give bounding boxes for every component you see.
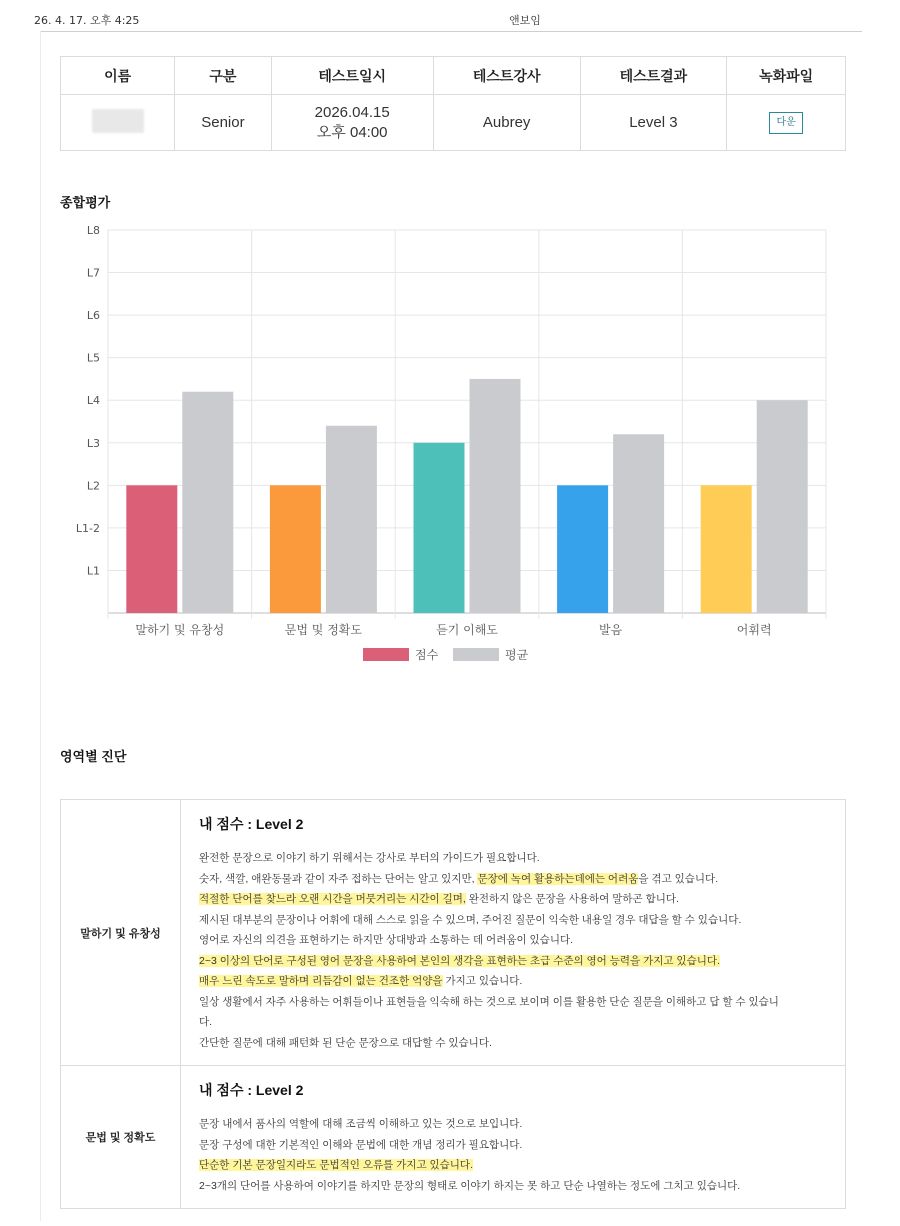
text-segment: 다. [199, 1016, 213, 1028]
cell-name [61, 95, 175, 151]
header-test-date: 테스트일시 [271, 57, 433, 95]
y-tick-label: L7 [86, 266, 100, 280]
test-info-row [61, 95, 846, 151]
diagnosis-line [199, 1135, 827, 1156]
diagnosis-line [199, 1114, 827, 1135]
test-time: 오후 04:00 [316, 123, 388, 141]
header-division: 구분 [175, 57, 271, 95]
diagnosis-area-label: 문법 및 정확도 [61, 1066, 181, 1209]
diagnosis-lines [199, 848, 827, 1053]
average-bar [613, 434, 664, 613]
test-info-header-row [61, 57, 846, 95]
y-tick-label: L5 [86, 351, 100, 365]
average-bar [182, 392, 233, 613]
diagnosis-line [199, 848, 827, 869]
diagnosis-line [199, 951, 827, 972]
diagnosis-row [61, 1066, 846, 1209]
diagnosis-line [199, 1012, 827, 1033]
diagnosis-title: 영역별 진단 [60, 749, 127, 764]
highlighted-text: 적절한 단어를 찾느라 오랜 시간을 머뭇거리는 시간이 길며, [199, 893, 466, 905]
header-name: 이름 [61, 57, 175, 95]
average-bar [757, 400, 808, 613]
legend-label-score: 점수 [415, 648, 439, 662]
highlighted-text: 2~3 이상의 단어로 구성된 영어 문장을 사용하여 본인의 생각을 표현하는 초급 수준의 영어 능력을 가지고 있습니다. [199, 954, 720, 967]
test-date: 2026.04.15 [314, 103, 390, 121]
text-segment: 일상 생활에서 자주 사용하는 어휘들이나 표현들을 익숙해 하는 것으로 보이며 이를 활용한 단순 질문을 이해하고 답 할 수 있습니 [199, 995, 779, 1008]
text-segment: 간단한 질문에 대해 패턴화 된 단순 문장으로 대답할 수 있습니다. [199, 1036, 492, 1049]
overall-bar-chart [60, 218, 846, 678]
diagnosis-area-label: 말하기 및 유창성 [61, 800, 181, 1066]
diagnosis-line [199, 1155, 827, 1176]
score-bar [557, 485, 608, 613]
diagnosis-content [181, 800, 846, 1066]
text-segment: 문장 구성에 대한 기본적인 이해와 문법에 대한 개념 정리가 필요합니다. [199, 1138, 523, 1151]
text-segment: 문장 내에서 품사의 역할에 대해 조금씩 이해하고 있는 것으로 보입니다. [199, 1118, 523, 1130]
text-segment: 완전한 문장으로 이야기 하기 위해서는 강사로 부터의 가이드가 필요합니다. [199, 852, 540, 864]
diagnosis-line [199, 889, 827, 910]
text-segment: 2~3개의 단어를 사용하여 이야기를 하지만 문장의 형태로 이야기 하지는 못 하고 단순 나열하는 정도에 그치고 있습니다. [199, 1179, 741, 1192]
download-button[interactable]: 다운 [769, 112, 802, 134]
highlighted-text: 단순한 기본 문장일지라도 문법적인 오류를 가지고 있습니다. [199, 1159, 473, 1171]
print-datetime: 26. 4. 17. 오후 4:25 [34, 14, 140, 27]
x-tick-label: 발음 [599, 623, 623, 637]
cell-instructor: Aubrey [433, 95, 580, 151]
diagnosis-score: 내 점수 : Level 2 [199, 816, 304, 832]
diagnosis-line [199, 1176, 827, 1197]
diagnosis-line [199, 910, 827, 931]
text-segment: 을 겪고 있습니다. [638, 872, 719, 885]
cell-recording [727, 95, 846, 151]
y-tick-label: L8 [86, 224, 100, 237]
y-tick-label: L2 [86, 479, 100, 493]
redacted-name [92, 109, 144, 133]
y-tick-label: L3 [86, 436, 100, 450]
y-tick-label: L4 [86, 394, 100, 408]
legend-label-average: 평균 [505, 648, 529, 662]
page-left-border [40, 31, 41, 1221]
highlighted-text: 매우 느린 속도로 말하며 리듬감이 없는 건조한 억양을 [199, 975, 443, 987]
diagnosis-line [199, 930, 827, 951]
score-bar [270, 485, 321, 613]
text-segment: 영어로 자신의 의견을 표현하기는 하지만 상대방과 소통하는 데 어려움이 있습니다. [199, 934, 574, 946]
text-segment: 가지고 있습니다. [442, 975, 523, 987]
diagnosis-line [199, 869, 827, 890]
diagnosis-content [181, 1066, 846, 1209]
header-result: 테스트결과 [580, 57, 727, 95]
diagnosis-lines [199, 1114, 827, 1196]
text-segment: 제시된 대부분의 문장이나 어휘에 대해 스스로 읽을 수 있으며, 주어진 질문이 익숙한 내용일 경우 대답을 할 수 있습니다. [199, 913, 742, 926]
score-bar [414, 443, 465, 613]
header-instructor: 테스트강사 [433, 57, 580, 95]
overall-title: 종합평가 [60, 195, 111, 210]
highlighted-text: 문장에 녹여 활용하는데에는 어려움 [477, 872, 639, 885]
score-bar [701, 485, 752, 613]
y-tick-label: L6 [86, 309, 100, 323]
x-tick-label: 문법 및 정확도 [284, 623, 362, 637]
score-bar [126, 485, 177, 613]
x-tick-label: 말하기 및 유창성 [135, 623, 225, 637]
diagnosis-line [199, 1033, 827, 1054]
diagnosis-score: 내 점수 : Level 2 [199, 1082, 304, 1098]
y-tick-label: L1-2 [75, 521, 100, 535]
print-site-name: 앤보임 [509, 14, 541, 27]
x-tick-label: 어휘력 [736, 623, 772, 637]
diagnosis-row [61, 800, 846, 1066]
legend-swatch-average [453, 648, 499, 661]
cell-result: Level 3 [580, 95, 727, 151]
header-divider [40, 31, 862, 32]
x-tick-label: 듣기 이해도 [436, 623, 498, 637]
average-bar [470, 379, 521, 613]
y-tick-label: L1 [86, 564, 100, 578]
test-info-table [60, 56, 846, 151]
cell-test-date [271, 95, 433, 151]
text-segment: 숫자, 색깔, 애완동물과 같이 자주 접하는 단어는 알고 있지만, [199, 872, 478, 885]
text-segment: 완전하지 않은 문장을 사용하여 말하곤 합니다. [465, 893, 679, 905]
header-recording: 녹화파일 [727, 57, 846, 95]
average-bar [326, 426, 377, 613]
legend-swatch-score [363, 648, 409, 661]
diagnosis-line [199, 992, 827, 1013]
diagnosis-table [60, 799, 846, 1209]
cell-division: Senior [175, 95, 271, 151]
diagnosis-line [199, 971, 827, 992]
